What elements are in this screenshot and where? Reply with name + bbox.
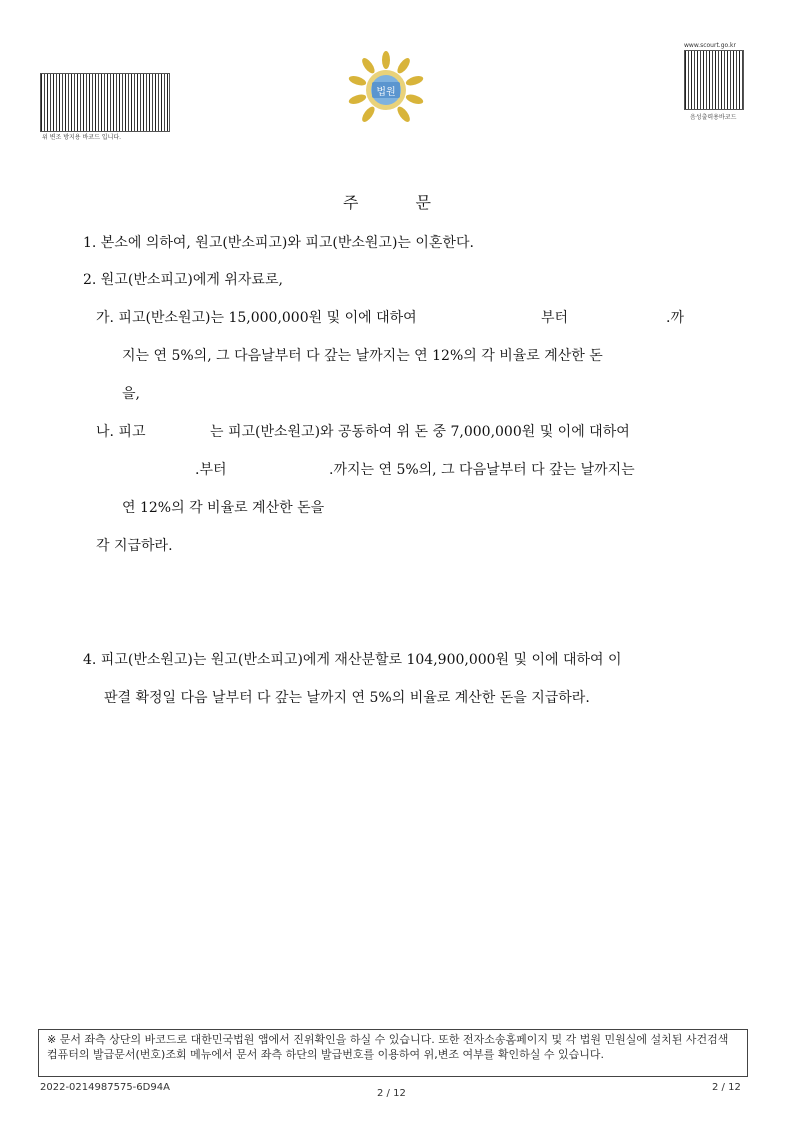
order-line-6b: 는 피고(반소원고)와 공동하여 위 돈 중 7,000,000원 및 이에 대하여: [210, 424, 630, 440]
section-title: [338, 190, 438, 213]
page-number-right: 2 / 12: [712, 1082, 741, 1093]
order-line-7b: .까지는 연 5%의, 그 다음날부터 다 갚는 날까지는: [329, 462, 635, 478]
order-line-8: 연 12%의 각 비율로 계산한 돈을: [122, 500, 325, 516]
order-line-9: 각 지급하라.: [96, 538, 173, 554]
order-line-4: 지는 연 5%의, 그 다음날부터 다 갚는 날까지는 연 12%의 각 비율로 계산한 돈: [122, 348, 603, 364]
voice-output-barcode-caption: 음성출력용바코드: [690, 114, 737, 121]
order-line-3c: .까: [666, 310, 684, 326]
page-number-center: 2 / 12: [377, 1088, 406, 1099]
court-emblem-icon: [346, 50, 426, 124]
order-line-3a: 가. 피고(반소원고)는 15,000,000원 및 이에 대하여: [96, 310, 417, 326]
order-line-5: 을,: [122, 386, 140, 402]
tamper-proof-barcode-caption: 위 변조 방지용 바코드 입니다.: [42, 134, 122, 141]
court-emblem-text: 법원: [376, 87, 396, 98]
order-line-2: 2. 원고(반소피고)에게 위자료로,: [83, 272, 283, 288]
court-url: www.scourt.go.kr: [684, 42, 736, 49]
section-title-text: 주 문: [343, 193, 433, 212]
authenticity-notice: ※ 문서 좌측 상단의 바코드로 대한민국법원 앱에서 진위확인을 하실 수 있습니다. 또한 전자소송홈페이지 및 각 법원 민원실에 설치된 사건검색 컴퓨터의 발급문서(번호)조회 메뉴에서 문서 좌측 하단의 발급번호를 이용하여 위,변조 여부를 확인하실 수 있습니다.: [38, 1029, 748, 1077]
tamper-proof-barcode: [40, 73, 170, 132]
order-line-3b: 부터: [541, 310, 569, 326]
order-line-10: 4. 피고(반소원고)는 원고(반소피고)에게 재산분할로 104,900,000원 및 이에 대하여 이: [83, 652, 622, 668]
issue-number: 2022-0214987575-6D94A: [40, 1082, 170, 1093]
order-line-11: 판결 확정일 다음 날부터 다 갚는 날까지 연 5%의 비율로 계산한 돈을 지급하라.: [104, 690, 590, 706]
order-line-7a: .부터: [195, 462, 227, 478]
order-line-1: 1. 본소에 의하여, 원고(반소피고)와 피고(반소원고)는 이혼한다.: [83, 235, 474, 251]
order-line-6a: 나. 피고: [96, 424, 146, 440]
voice-output-barcode: [684, 50, 744, 110]
